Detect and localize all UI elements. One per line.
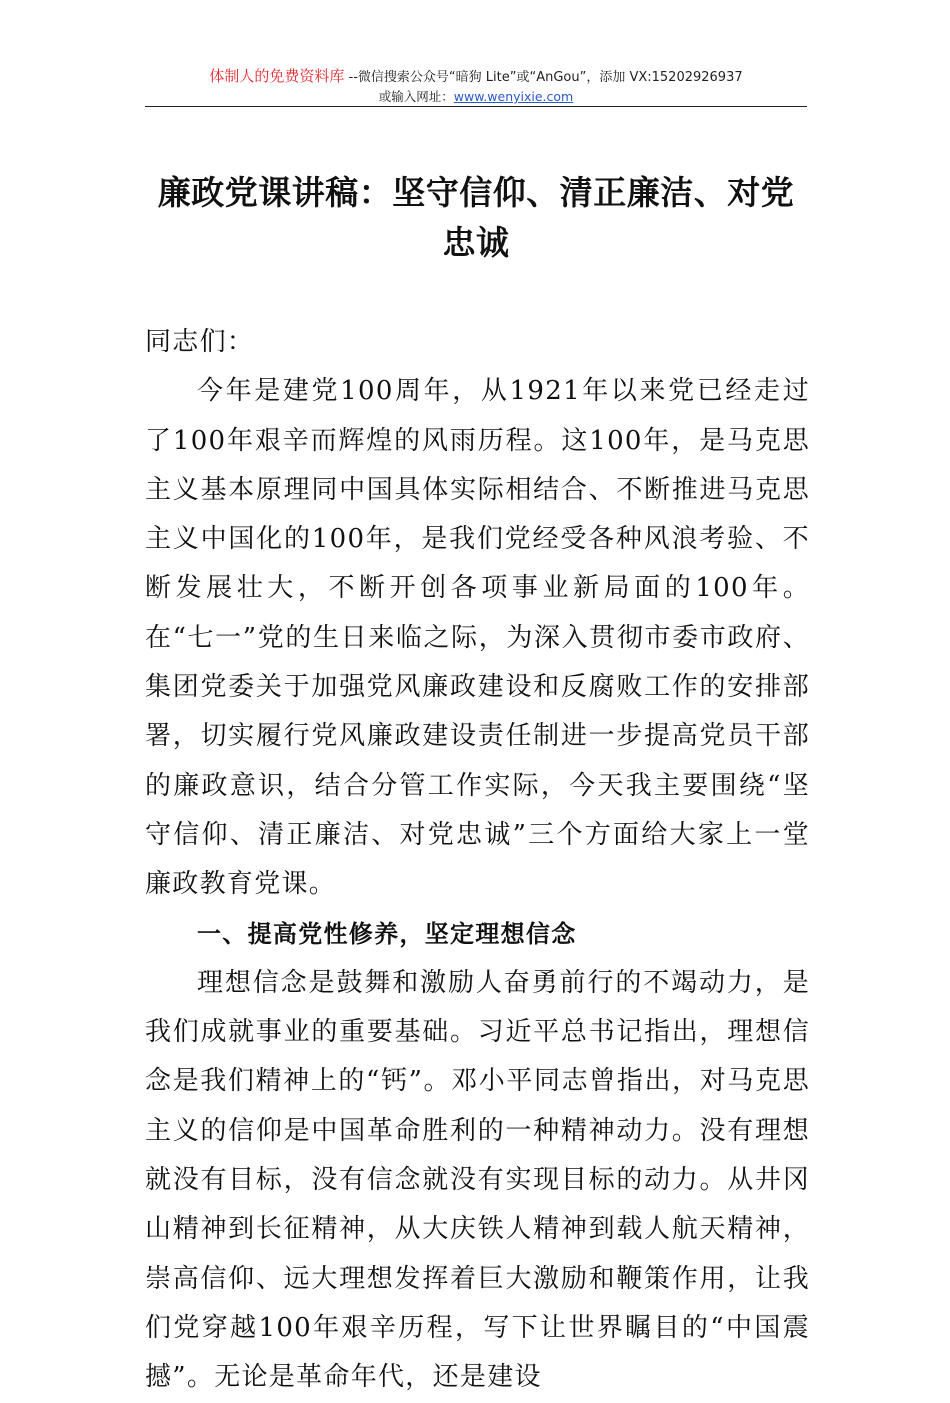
salutation: 同志们： xyxy=(145,327,255,357)
document-body xyxy=(145,318,810,1403)
document-title: 廉政党课讲稿：坚守信仰、清正廉洁、对党忠诚 xyxy=(157,173,795,262)
paragraph: 今年是建党100周年，从1921年以来党已经走过了100年艰辛而辉煌的风雨历程。这100年，是马克思主义基本原理同中国具体实际相结合、不断推进马克思主义中国化的100年，是我们党经受各种风浪考验、不断发展壮大，不断开创各项事业新局面的100年。在“七一”党的生日来临之际，为深入贯彻市委市政府、集团党委关于加强党风廉政建设和反腐败工作的安排部署，切实履行党风廉政建设责任制进一步提高党员干部的廉政意识，结合分管工作实际，今天我主要围绕“坚守信仰、清正廉洁、对党忠诚”三个方面给大家上一堂廉政教育党课。 xyxy=(145,376,810,900)
header-divider xyxy=(145,106,807,107)
section-heading: 一、提高党性修养，坚定理想信念 xyxy=(197,919,577,948)
header-line-2 xyxy=(145,88,807,106)
header-line-1 xyxy=(145,66,807,88)
header-site-label: 或输入网址： xyxy=(378,89,454,104)
paragraph: 理想信念是鼓舞和激励人奋勇前行的不竭动力，是我们成就事业的重要基础。习近平总书记指出，理想信念是我们精神上的“钙”。邓小平同志曾指出，对马克思主义的信仰是中国革命胜利的一种精神动力。没有理想就没有目标，没有信念就没有实现目标的动力。从井冈山精神到长征精神，从大庆铁人精神到载人航天精神，崇高信仰、远大理想发挥着巨大激励和鞭策作用，让我们党穿越100年艰辛历程，写下让世界瞩目的“中国震撼”。无论是革命年代，还是建设 xyxy=(145,967,810,1393)
header-brand: 体制人的免费资料库 xyxy=(209,67,345,85)
header-site-link[interactable]: www.wenyixie.com xyxy=(453,89,574,104)
header-contact-note: --微信搜索公众号“暗狗 Lite”或“AnGou”，添加 VX:15202926937 xyxy=(344,70,743,85)
page-header xyxy=(145,66,807,106)
